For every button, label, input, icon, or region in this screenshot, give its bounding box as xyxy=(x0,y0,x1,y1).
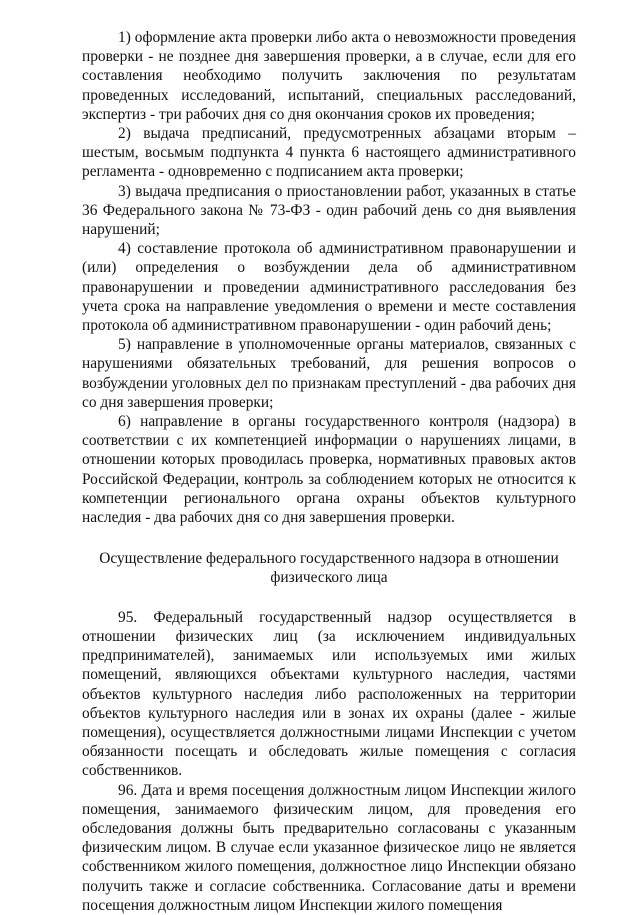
paragraph-96: 96. Дата и время посещения должностным лицом Инспекции жилого помещения, занимаемого физическим лицом, для проведения его обследования должны быть предварительно согласованы с указанным физическим лицом. В случае если указанное физическое лицо не является собственником жилого помещения, должностное лицо Инспекции обязано получить также и согласие собственника. Согласование даты и времени посещения должностным лицом Инспекции жилого помещения xyxy=(82,781,576,914)
list-item-2: 2) выдача предписаний, предусмотренных абзацами вторым – шестым, восьмым подпункта 4 пункта 6 настоящего административного регламента - одновременно с подписанием акта проверки; xyxy=(82,125,576,181)
list-item-3: 3) выдача предписания о приостановлении работ, указанных в статье 36 Федерального закона № 73-ФЗ - один рабочий день со дня выявления нарушений; xyxy=(82,182,576,239)
list-item-1: 1) оформление акта проверки либо акта о невозможности проведения проверки - не позднее дня завершения проверки, а в случае, если для его составления необходимо получить заключения по результатам проведенных исследований, испытаний, специальных расследований, экспертиз - три рабочих дня со дня окончания сроков их проведения; xyxy=(82,29,576,123)
list-item-4: 4) составление протокола об административном правонарушении и (или) определения о возбуждении дела об административном правонарушении и проведении административного расследования без учета срока на направление уведомления о времени и месте составления протокола об административном правонарушении - один рабочий день; xyxy=(82,240,576,335)
list-item-6: 6) направление в органы государственного контроля (надзора) в соответствии с их компетенцией информации о нарушениях лицами, в отношении которых проводилась проверка, нормативных правовых актов Российской Федерации, контроль за соблюдением которых не относится к компетенции регионального органа охраны объектов культурного наследия - два рабочих дня со дня завершения проверки. xyxy=(82,413,576,527)
section-heading: Осуществление федерального государственного надзора в отношении физического лица xyxy=(99,550,559,587)
paragraph-95: 95. Федеральный государственный надзор осуществляется в отношении физических лиц (за исключением индивидуальных предпринимателей), занимаемых или используемых ими жилых помещений, являющихся объектами культурного наследия, частями объектов культурного наследия либо расположенных на территории объектов культурного наследия или в зонах их охраны (далее - жилые помещения), осуществляется должностными лицами Инспекции с учетом обязанности посещать и обследовать жилые помещения с согласия собственников. xyxy=(82,608,576,780)
list-item-5: 5) направление в уполномоченные органы материалов, связанных с нарушениями обязательных требований, для решения вопросов о возбуждении уголовных дел по признакам преступлений - два рабочих дня со дня завершения проверки; xyxy=(82,336,576,411)
